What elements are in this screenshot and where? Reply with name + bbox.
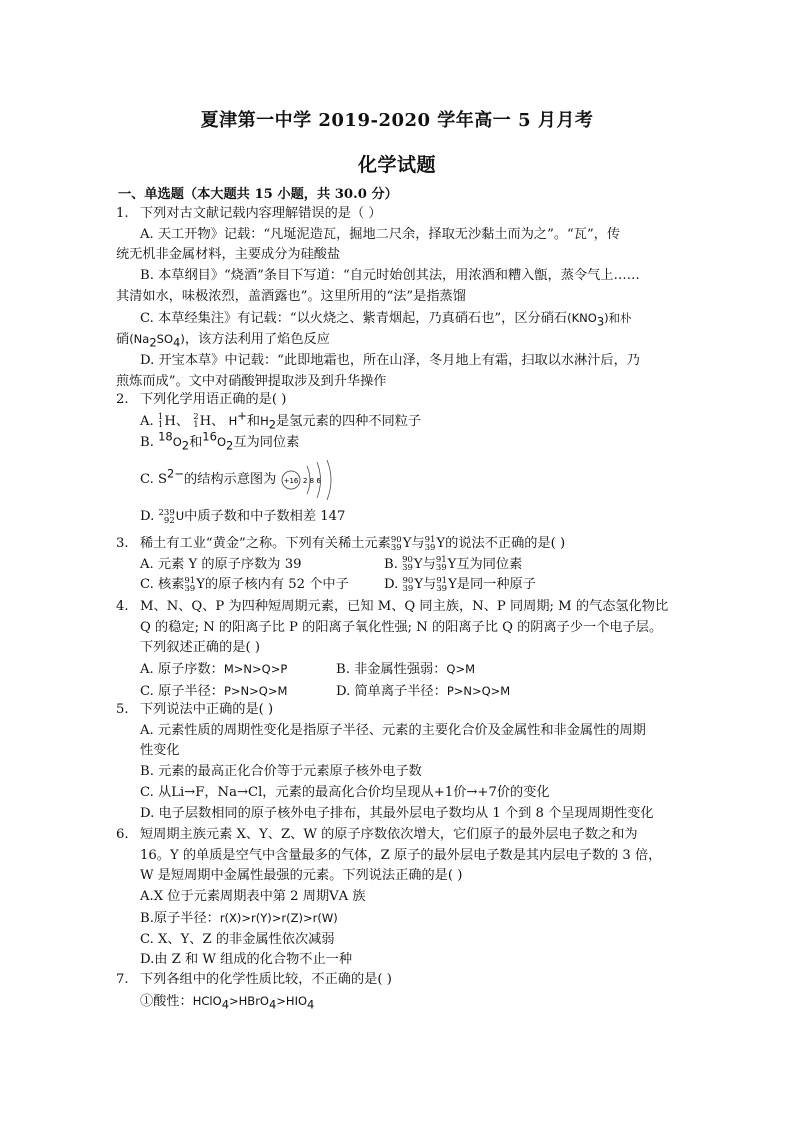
item-1: ①酸性：$HClO_4>HBrO_4>HIO_4$ — [140, 993, 315, 1012]
question-stem-line3: 下列叙述正确的是( ) — [140, 640, 260, 656]
atom-structure-diagram — [281, 458, 343, 502]
option-a-line2: 统无机非金属材料，主要成分为硅酸盐 — [116, 247, 341, 263]
option-d: D. 239 92 U中质子数和中子数相差 147 — [140, 507, 346, 526]
option-c: C. X、Y、Z 的非金属性依次减弱 — [140, 931, 335, 947]
option-d: D. 电子层数相同的原子核外电子排布，其最外层电子数均从 1 个到 8 个呈现周期性变化 — [140, 805, 654, 821]
option-a: A.X 位于元素周期表中第 2 周期ⅤA 族 — [140, 889, 366, 905]
option-a: A. 原子序数：M>N>Q>P — [140, 662, 288, 678]
exam-subtitle: 化学试题 — [357, 154, 436, 176]
nucleus-charge: +16 — [283, 476, 298, 485]
option-d: D. 简单离子半径：P>N>Q>M — [336, 683, 511, 699]
option-c-line1: C. 本草经集注》有记载：“以火烧之、紫青烟起，乃真硝石也”，区分硝石$(KNO_3)$和朴 — [140, 310, 632, 329]
option-b-line1: B. 本草纲目》“烧酒”条目下写道：“自元时始创其法，用浓酒和糟入甑，蒸令气上…… — [140, 268, 640, 284]
question-3 — [116, 534, 682, 596]
question-stem: 下列说法中正确的是( ) — [140, 702, 274, 717]
question-stem: 稀土有工业“黄金”之称。下列有关稀土元素 90 39 Y与 91 39 Y的说法不正确的是( ) — [140, 534, 566, 553]
option-c: C. 从Li→F，Na→Cl，元素的最高化合价均呈现从+1价→+7价的变化 — [140, 784, 550, 800]
question-number: 4. — [116, 599, 129, 614]
option-b: B. $^{18}O_2$和$^{16}O_2$互为同位素 — [140, 430, 300, 454]
option-c: C. $S^{2-}$的结构示意图为 +16 2 8 6 — [140, 454, 682, 506]
option-d: D. 90 39 Y与 91 39 Y是同一种原子 — [384, 575, 536, 594]
option-d: D.由 Z 和 W 组成的化合物不止一种 — [140, 952, 353, 968]
question-stem: 下列各组中的化学性质比较，不正确的是( ) — [140, 972, 392, 987]
question-stem-line1: M、N、Q、P 为四种短周期元素，已知 M、Q 同主族，N、P 同周期; M 的气态氢化物比 — [140, 599, 669, 614]
option-a: A. 元素 Y 的原子序数为 39 — [140, 556, 302, 572]
question-stem-line1: 短周期主族元素 X、Y、Z、W 的原子序数依次增大，它们原子的最外层电子数之和为 — [140, 827, 638, 842]
question-number: 5. — [116, 702, 129, 717]
question-stem: 下列对古文献记载内容理解错误的是（ ） — [140, 206, 382, 221]
question-6 — [116, 825, 682, 971]
question-number: 7. — [116, 972, 129, 987]
question-1 — [116, 204, 682, 392]
option-b: B. 元素的最高正化合价等于元素原子核外电子数 — [140, 764, 422, 780]
question-2 — [116, 390, 682, 528]
option-b: B.原子半径：r(X)>r(Y)>r(Z)>r(W) — [140, 910, 338, 926]
shell-electrons: 2 8 6 — [302, 476, 321, 485]
question-5 — [116, 700, 682, 824]
question-stem: 下列化学用语正确的是( ) — [140, 392, 287, 407]
question-number: 3. — [116, 536, 129, 551]
option-c-line2: 硝$(Na_2SO_4)$，该方法利用了焰色反应 — [116, 332, 330, 350]
question-number: 2. — [116, 392, 129, 407]
option-d-line2: 煎炼而成”。文中对硝酸钾提取涉及到升华操作 — [116, 373, 387, 389]
exam-title: 夏津第一中学 2019-2020 学年高一 5 月月考 — [200, 110, 594, 131]
option-a-line1: A. 天工开物》记载：“凡埏泥造瓦，掘地二尺余，择取无沙黏土而为之”。“瓦”，传 — [140, 226, 621, 242]
question-number: 1. — [116, 206, 129, 221]
option-d-line1: D. 开宝本草》中记载：“此即地霜也，所在山泽，冬月地上有霜，扫取以水淋汁后，乃 — [140, 352, 640, 368]
option-b: B. 90 39 Y与 91 39 Y互为同位素 — [384, 555, 523, 574]
option-c: C. 核素 91 39 Y的原子核内有 52 个中子 — [140, 575, 349, 594]
question-4 — [116, 597, 682, 703]
option-b: B. 非金属性强弱：Q>M — [336, 662, 476, 678]
question-stem-line2: Q 的稳定; N 的阳离子比 P 的阳离子氧化性强; N 的阳离子比 Q 的阴离子少一个电子层。 — [140, 619, 663, 635]
option-c: C. 原子半径：P>N>Q>M — [140, 683, 288, 699]
question-number: 6. — [116, 827, 129, 842]
option-a: A. 1 1 H、 2 1 H、 H+和$H_2$是氢元素的四种不同粒子 — [140, 408, 422, 432]
option-b-line2: 其清如水，味极浓烈，盖酒露也”。这里所用的“法”是指蒸馏 — [116, 288, 466, 304]
options-row-ab — [140, 659, 682, 681]
question-stem-line3: W 是短周期中金属性最强的元素。下列说法正确的是( ) — [140, 868, 463, 884]
section-heading: 一、单选题（本大题共 15 小题，共 30.0 分） — [118, 187, 398, 202]
shell-arc-3 — [327, 460, 331, 500]
option-a-line2: 性变化 — [140, 743, 180, 759]
option-a-line1: A. 元素性质的周期性变化是指原子半径、元素的主要化合价及金属性和非金属性的周期 — [140, 722, 646, 738]
question-7 — [116, 970, 682, 1012]
options-row-cd — [140, 575, 682, 596]
question-stem-line2: 16。Y 的单质是空气中含量最多的气体，Z 原子的最外层电子数是其内层电子数的 3 倍， — [140, 847, 662, 863]
options-row-ab — [140, 555, 682, 576]
